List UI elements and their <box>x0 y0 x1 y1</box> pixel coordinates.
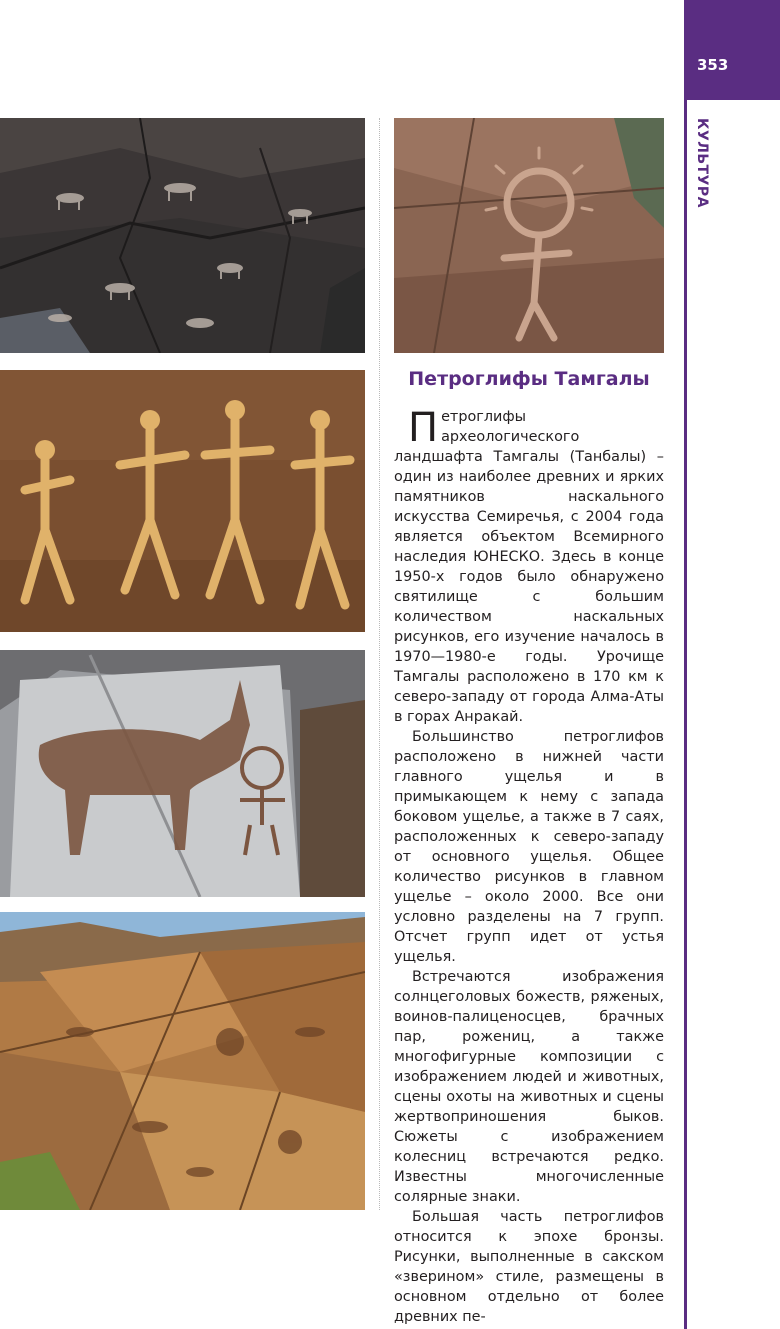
paragraph-3: Встречаются изображения солнцеголовых божеств, ряженых, воинов-палиценосцев, брачных пар, рожениц, а также многофигурные композиции с изображением людей и животных, сцены охоты на животных и сцены жертвоприношения быков. Сюжеты с изображением колесниц встречаются редко. Известны многочисленные солярные знаки. <box>394 969 664 1205</box>
section-label: КУЛЬТУРА <box>694 118 710 208</box>
paragraph-2: Большинство петроглифов расположено в нижней части главного ущелья и в примыкающем к нему с запада боковом ущелье, а также в 7 саях, расположенных к северо-западу от основного ущелья. Общее количество рисунков в главном ущелье – около 2000. Все они условно разделены на 7 групп. Отсчет групп идет от устья ущелья. <box>394 729 664 965</box>
paragraph-4: Большая часть петроглифов относится к эпохе бронзы. Рисунки, выполненные в сакском «зверином» стиле, размещены в основном отдельно от более древних пе- <box>394 1209 664 1325</box>
sidebar-rule <box>684 0 687 1329</box>
petroglyph-photo-bull <box>0 650 365 897</box>
petroglyph-photo-dancing-figures <box>0 370 365 632</box>
paragraph-1-text: етроглифы археологического ландшафта Тамгалы (Танбалы) – один из наиболее древних и ярких памятников наскального искусства Семиречья, с 2004 года является объектом Всемирного наследия ЮНЕСКО. Здесь в конце 1950-х годов было обнаружено святилище с большим количеством наскальных рисунков, его изучение началось в 1970—1980-е годы. Урочище Тамгалы расположено в 170 км к северо-западу от города Алма-Аты в горах Анракай. <box>394 409 664 725</box>
drop-cap: П <box>408 405 439 451</box>
petroglyph-photo-sun-deity <box>394 118 664 353</box>
column-divider <box>379 118 380 1210</box>
page-number: 353 <box>697 56 729 74</box>
paragraph-1 <box>394 407 664 727</box>
page-number-tab <box>685 0 780 100</box>
petroglyph-photo-cliff <box>0 912 365 1210</box>
article-title: Петроглифы Тамгалы <box>408 368 650 390</box>
petroglyph-photo-animals <box>0 118 365 353</box>
article-body <box>394 407 664 1327</box>
